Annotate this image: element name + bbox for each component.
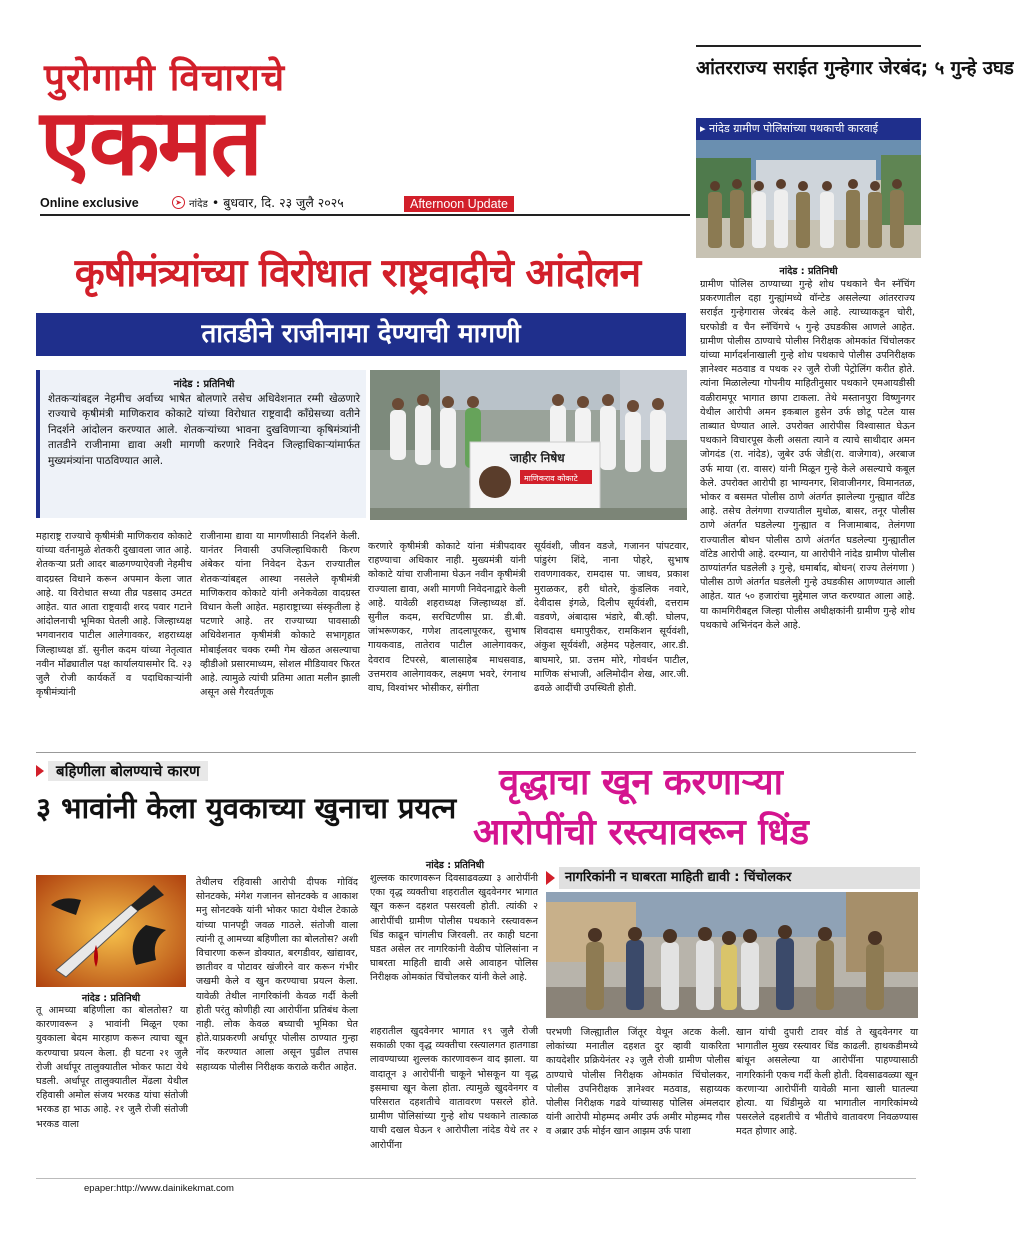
banner-name: माणिकराव कोकाटे [524,474,578,483]
separator-icon: • [211,195,220,210]
triangle-icon: ▸ [700,122,706,135]
sidebar-headline[interactable]: आंतरराज्य सराईत गुन्हेगार जेरबंद; ५ गुन्हे उघड [696,58,1014,79]
lead-column-3: करणारे कृषीमंत्री कोकाटे यांना मंत्रीपदावर राहण्याचा अधिकार नाही. मुख्यमंत्री यांनी कोकाटे यांचा राजीनामा घेऊन नवीन कृषीमंत्री राज्याला द्यावा, अशी मागणी निवेदनाद्वारे केली आहे. यावेळी शहराध्यक्ष जिल्हाध्यक्ष डॉ. सुनील कदम, सरचिटणीस प्रा. डी.बी. जांभरूणकर, गणेश तादलापूरकर, सुभाष गायकवाड, तातेराव पाटील आलेगावकर, देवराव टिपरसे, बालासाहेब माधसवाड, उत्तमराव आलेगावकर, लक्ष्मण भवरे, रंगनाथ वाघ, विश्वांभर भोसीकर, संगीता [368,541,526,695]
story3-column-2: परभणी जिल्ह्यातील जिंतूर येथून अटक केली. लोकांच्या मनातील दहशत दुर व्हावी याकरिता कायदेशीर प्रक्रियेनंतर २३ जुलै रोजी ग्रामीण पोलीस ठाण्याचे पोलीस निरीक्षक ओमकांत चिंचोलकर, पोलीस उपनिरीक्षक ज्ञानेश्वर मठवाड, सहाय्यक पोलीस निरीक्षक गढवे यांच्यासह पोलिस अंमलदार यांनी आरोपी मोहम्मद अमीर उर्फ अमीर मोहम्मद गौस व अब्रार उर्फ मोईन खान आझम उर्फ पाशा [546,1027,730,1138]
lead-column-2: राजीनामा द्यावा या मागणीसाठी निदर्शने केली. यानंतर निवासी उपजिल्हाधिकारी किरण अंबेकर यांना निवेदन देऊन राज्यातील शेतकऱ्यांबद्दल आस्था नसलेले कृषीमंत्री माणिकराव कोकाटे यांनी अनेकवेळा वादग्रस्त विधान केली आहेत. महाराष्ट्राच्या संस्कृतीला हे पटणारे आहे. तर राज्याच्या पावसाळी अधिवेशनात कृषीमंत्री कोकाटे सभागृहात मोबाईलवर चक्क रम्मी गेम खेळत असल्याचा व्हीडीओ प्रसारमाध्यम, सोशल मीडियावर फिरत आहे. त्यामुळे त्यांची प्रतिमा आता मलीन झाली असून असे गैरवर्तणूक [200,531,360,699]
arrow-right-icon: ➤ [172,196,185,209]
story3-headline-line2: आरोपींची रस्त्यावरून धिंड [473,812,809,853]
lead-column-4: सूर्यवंशी, जीवन वडजे, गजानन पांपटवार, पांडुरंग शिंदे, नाना पोहरे, सुभाष रावणगावकर, रामदास पा. जाधव, प्रकाश मुराळकर, हरी धोतरे, कुंडलिक नवारे, देवीदास इंगळे, दिलीप सूर्यवंशी, दत्तराम वडवणे, अंबादास भंडारे, बी.व्ही. घोलप, शिवदास धमापुरीकर, रामकिशन सूर्यवंशी, अंकुश सूर्यवंशी, अहेमद पहेलवार, आर.डी. बाघमारे, प्रा. उत्तम मोरे, गोवर्धन पाटील, माणिक संभाजी, अलिमोदीन शेख, आर.जी. ढवळे आदींची उपस्थिती होती. [534,541,689,695]
issue-dateline [172,194,344,211]
banner-title: जाहीर निषेध [510,451,565,465]
section-divider [36,752,916,753]
sidebar-strap [696,118,921,140]
accused-parade-photo[interactable] [546,892,918,1018]
lead-column-1: महाराष्ट्र राज्याचे कृषीमंत्री माणिकराव कोकाटे यांच्या वर्तनामुळे शेतकरी दुखावला जात आहे. शेतकऱ्या प्रती आदर बाळगण्याऐवजी नेहमीच वादग्रस्त विधाने करून अपमान केला जात आहे. या विरोधात सध्या तीव्र पडसाद उमटत आहेत. यात आता राष्ट्रवादी शरद पवार गटाने आंदोलनाची भूमिका घेतली आहे. जिल्हाध्यक्ष भगवानराव पाटील आलेगावकर, शहराध्यक्ष जिल्हाध्यक्ष डॉ. सुनील कदम यांच्या नेतृत्वात नवीन मोंढ्यातील पक्ष कार्यालयासमोर दि. २३ जुलै रोजी कार्यकर्ते व पदाधिकाऱ्यांनी कृषीमंत्र्यांनी [36,531,192,699]
story3-column-1: शुल्लक कारणावरून दिवसाढवळ्या ३ आरोपींनी एका वृद्ध व्यक्तीचा शहरातील खुदवेनगर भागात खून करून दहशत पसरवली होती. त्यांकी २ आरोपींची ग्रामीण पोलीस पथकाने रस्त्यावरून धिंड काढून चांगलीच जिरवली. तर काही घटना घडत असेल तर नागरिकांनी वेळीच पोलिसांना न घाबरता माहिती द्यावी असे आवाहन पोलिस निरीक्षक ओमकांत चिंचोलकर यांनी केले आहे. [370,873,538,984]
sidebar-strap-text: नांदेड ग्रामीण पोलिसांच्या पथकाची कारवाई [709,122,878,135]
online-exclusive-label: Online exclusive [40,196,139,210]
story2-column-1: तू आमच्या बहिणीला का बोलतोस? या कारणावरून ३ भावांनी मिळून एका युवकाला बेदम मारहाण करून त्याचा खून करण्याचा प्रयत्न केला. ही घटना २१ जुलै रोजी अर्धापूर तालुक्यातील भोकर फाटा येथे घडली. अर्धापूर तालुक्यातील मेंढला येथील रहिवासी अमोल संजय भरकड यांचा संतोजी भरकड हा भाऊ आहे. २१ जुलै रोजी संतोजी भरकड वाला [36,1005,188,1130]
issue-date: बुधवार, दि. २३ जुलै २०२५ [223,195,344,210]
lead-headline[interactable]: कृषीमंत्र्यांच्या विरोधात राष्ट्रवादीचे आंदोलन [74,251,641,296]
epaper-link[interactable]: epaper:http://www.dainikekmat.com [84,1183,234,1194]
story2-kicker [36,761,336,781]
story3-column-3: खान यांची दुपारी टावर वोर्ड ते खुदवेनगर या भागातील मुख्य रस्त्यावर धिंड काढली. हाथकडीमध्ये बांधून असलेल्या या आरोपींना पाहण्यासाठी नागरिकांनी एकच गर्दी केली होती. दिवसाढवळ्या खून करणाऱ्या आरोपींनी यावेळी माना खाली घातल्या होत्या. या धिंडीमुळे या भागातील नागरिकांमध्ये पसरलेले दहशतीचे व भीतीचे वातावरण निवळण्यास मदत होणार आहे. [736,1027,918,1138]
story3-strap-text: नागरिकांनी न घाबरता माहिती द्यावी : चिंचोलकर [559,867,920,889]
footer-divider [36,1178,916,1179]
story3-headline[interactable] [366,758,916,858]
story3-dateline: नांदेड : प्रतिनिधी [425,860,485,871]
protest-photo[interactable] [370,370,687,520]
lead-intro-text: शेतकऱ्यांबद्दल नेहमीच अर्वाच्य भाषेत बोलणारे तसेच अधिवेशनात रम्मी खेळणारे राज्याचे कृषीमंत्री माणिकराव कोकाटे यांच्या विरोधात राष्ट्रवादी कॉंग्रेसच्या वतीने निदर्शने आंदोलन करण्यात आले. शेतकऱ्यांच्या भावना दुखविणाऱ्या कृषिमंत्र्यांनी तातडीने राजीनामा द्यावा अशी मागणी करणारे निवेदन जिल्हाधिकाऱ्यांमार्फत मुख्यमंत्र्यांना पाठविण्यात आले. [48,393,360,467]
story2-kicker-text: बहिणीला बोलण्याचे कारण [48,761,208,781]
masthead-tagline: पुरोगामी विचाराचे [44,55,286,99]
story2-headline[interactable]: ३ भावांनी केला युवकाच्या खुनाचा प्रयत्न [36,791,457,825]
lead-subheadline: तातडीने राजीनामा देण्याची मागणी [36,313,686,356]
edition-badge: Afternoon Update [404,196,514,212]
knife-illustration[interactable] [36,875,186,987]
story2-dateline: नांदेड : प्रतिनिधी [81,993,141,1004]
story3-headline-line1: वृद्धाचा खून करणाऱ्या [499,762,783,803]
triangle-icon [546,871,555,885]
lead-dateline: नांदेड : प्रतिनिधी [173,379,235,390]
sidebar-body: ग्रामीण पोलिस ठाण्याच्या गुन्हे शोध पथकाने चैन स्नॅचिंग प्रकरणातील दहा गुन्ह्यांमध्ये वॉन्टेड असलेल्या आंतरराज्य सराईत गुन्हेगारास जेरबंद केले आहे. त्याच्याकडून चोरी, घरफोडी व चैन स्नॅचिंगचे ५ गुन्हे उघडकीस आणले आहेत. ग्रामीण पोलीस ठाण्याचे पोलीस निरीक्षक ओमकांत चिंचोलकर यांच्या मार्गदर्शनाखाली गुन्हे शोध पथकाचे पोलीस उपनिरीक्षक ज्ञानेश्वर मठवाड व पथक २२ जुलै रोजी पेट्रोलिंग करीत होते. त्यांना मिळालेल्या गोपनीय माहितीनुसार पथकाने एमआयडीसी वळीरामपूर भागात छापा टाकला. तेथे मस्तानपुरा विष्णुनगर येथील आरोपी अमन इकबाल हुसेन उर्फ छोटू पटेल यास ताब्यात घेण्यात आले. उपरोक्त आरोपीस विश्वासात घेऊन पथकाने विचारपूस केली असता त्याने व त्याचे साथीदार अमन जोगदंड (रा. नांदेड), जुबेर उर्फ जेडी(रा. वाजेगाव), अरबाज उर्फ माया (रा. वासर) यांनी मिळून गुन्हे केले असल्याचे कबूल केले. उपरोक्त आरोपी हा भाग्यनगर, शिवाजीनगर, विमानतळ, भोकर व बसमत पोलीस ठाणे अंतर्गत झालेल्या गुन्ह्यात वाँटेड आहे. तसेच तेलंगणा राज्यातील मुधोळ, बासर, तनूर पोलीस ठाणे अंतर्गत घडलेल्या गुन्ह्यात व निजामाबाद, तेलंगणा राज्यातील बोधन पोलीस ठाणे अंतर्गत घडलेल्या गुन्ह्यातील वॉटेड आरोपी आहे. दरम्यान, या आरोपीने नांदेड ग्रामीण पोलीस ठाण्यांतर्गत घडलेली ३ गुन्हे, धमार्बाद, बोधन( राज्य तेलंगणा ) पोलीस ठाणे अंतर्गत घडलेली गुन्हे उघडकीस आणण्यात आली आहेत. यात ५० हजारांचा मुद्देमाल जप्त करण्यात आला आहे. या कामगिरीबद्दल जिल्हा पोलीस अधीक्षकांनी ग्रामीण गुन्हे शोध पथकाचे अभिनंदन केले आहे. [700,279,915,631]
story3-column-1b: शहरातील खुदवेनगर भागात १९ जुलै रोजी सकाळी एका वृद्ध व्यक्तीचा रस्त्यालगत हातगाडा लावण्याच्या शुल्लक कारणावरून वाद झाला. या वादातून ३ आरोपींनी चाकूने भोसकून या वृद्ध इसमाचा खून केला होता. त्यामुळे खुदवेनगर व परिसरात दहशतीचे वातावरण पसरले होते. ग्रामीण पोलिसांच्या गुन्हे शोध पथकाने तात्काळ याची दखल घेऊन १ आरोपीला नांदेड येथे तर २ आरोपींना [370,1026,538,1151]
triangle-icon [36,765,44,777]
masthead-divider [40,214,690,216]
sidebar-dateline: नांदेड : प्रतिनिधी [779,266,838,277]
dateline-city: नांदेड [189,198,208,210]
sidebar-divider [696,45,921,47]
story2-column-2: तेथीलच रहिवासी आरोपी दीपक गोविंद सोनटक्के, मंगेश गजानन सोनटक्के व आकाश मनु सोनटक्के यांनी भोकर फाटा येथील टेकाळे यांच्या पानपट्टी जवळ गाठले. संतोजी वाला त्यांनी तू आमच्या बहिणीला का बोलतोस? अशी विचारणा करून डोक्यात, बरगडीवर, खांद्यावर, छातीवर व पोटावर खंजीरने वार करून गंभीर जखमी केले व खुन करण्याचा प्रयत्न केला. यावेळी तेथील नागरिकांनी केवळ गर्दी केली होती परंतु कोणीही त्या आरोपींना प्रतिबंध केला नाही. लोक केवळ बघ्याची भूमिका घेत होते.याप्रकरणी अर्धापूर पोलीस ठाण्यात गुन्हा नोंद करण्यात आला असून पुढील तपास सहाय्यक पोलीस निरीक्षक कराळे करीत आहेत. [196,877,358,1073]
lead-intro-box [36,370,366,518]
police-team-photo[interactable] [696,140,921,258]
masthead-logo[interactable]: एकमत [40,88,261,196]
story3-strap [546,866,920,890]
